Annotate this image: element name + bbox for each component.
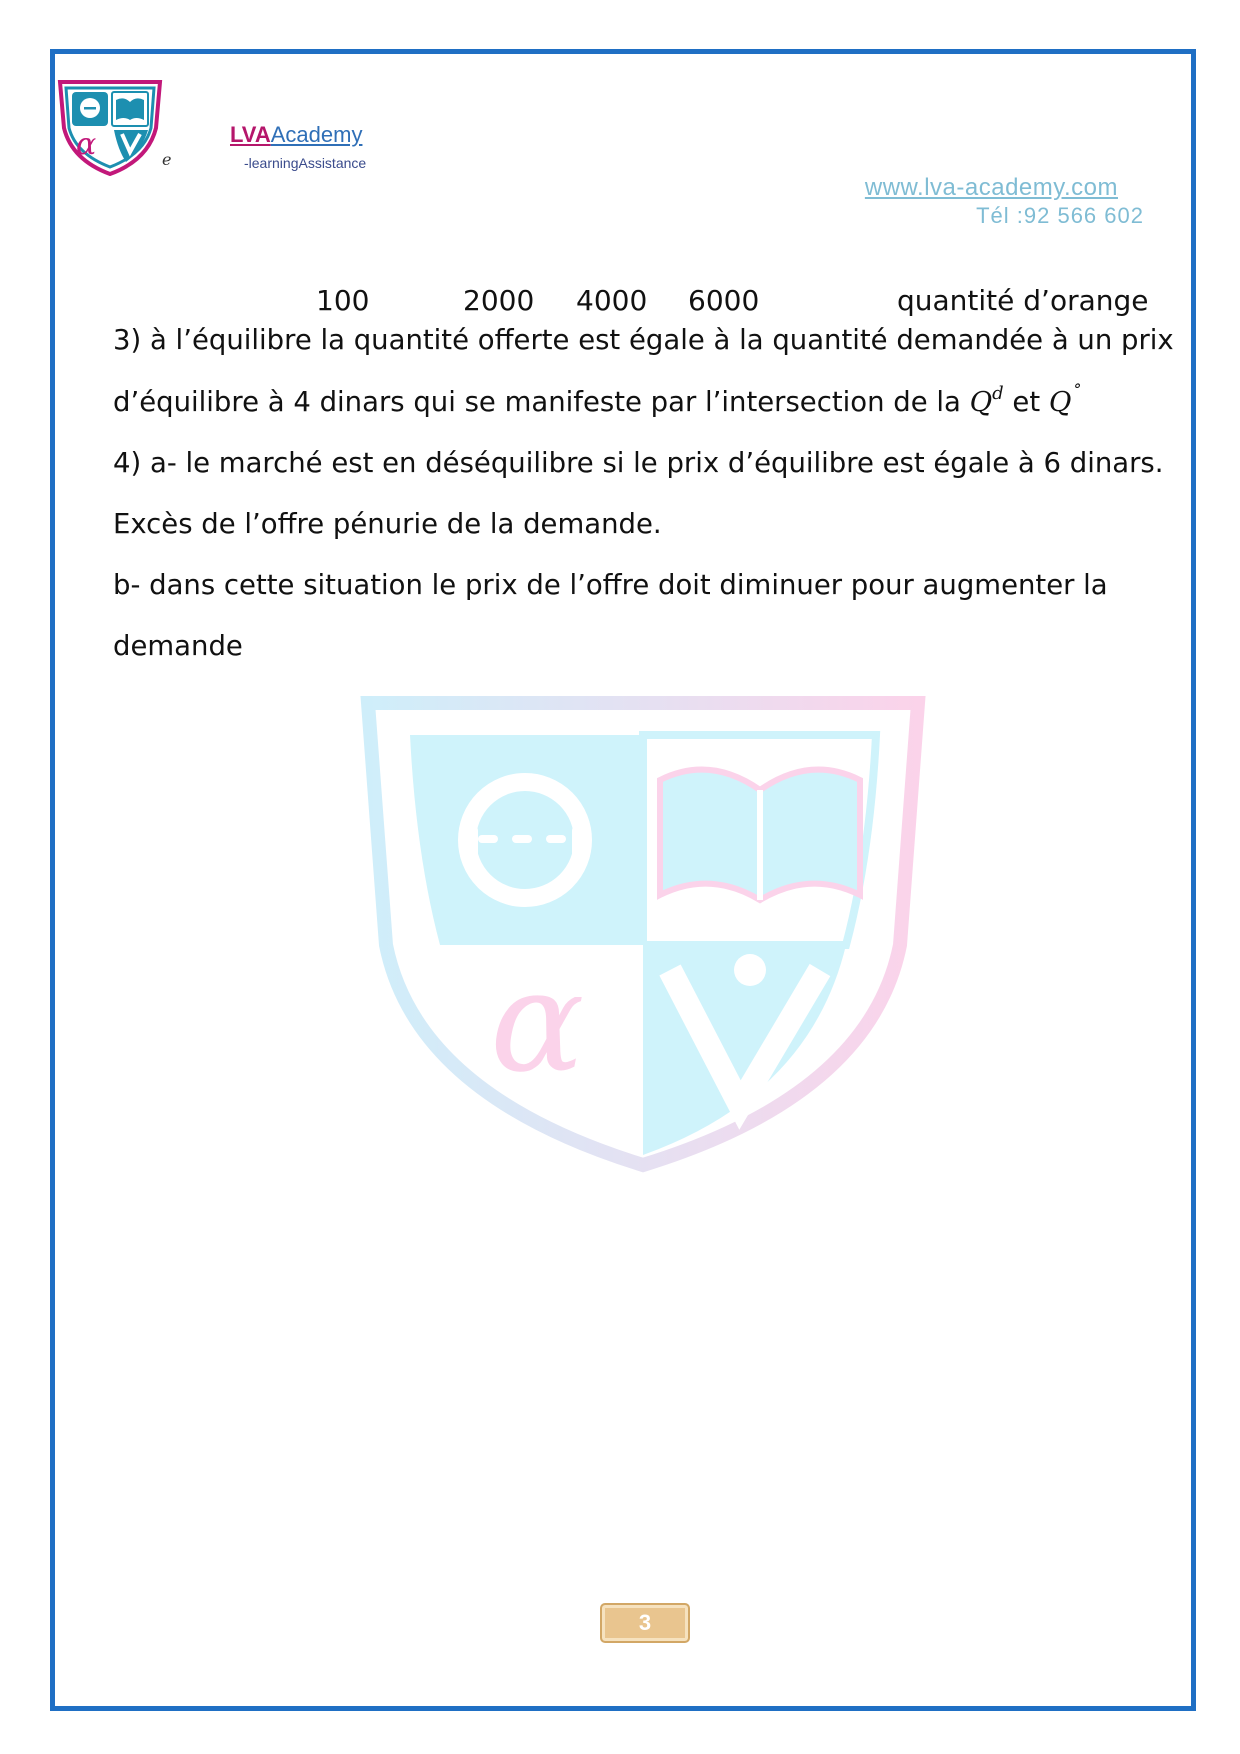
svg-text:α: α xyxy=(76,127,97,162)
answer-4b-line-2: demande xyxy=(113,630,243,662)
page-number: 3 xyxy=(600,1603,690,1643)
demand-symbol: $Q^d$ xyxy=(969,383,1004,419)
axis-tick-label: 100 xyxy=(316,284,370,317)
answer-3-line-1: 3) à l’équilibre la quantité offerte est égale à la quantité demandée à un prix xyxy=(113,324,1174,356)
axis-tick-label: 4000 xyxy=(576,284,648,317)
brand-academy: Academy xyxy=(270,122,363,147)
axis-title: quantité d’orange xyxy=(897,284,1149,317)
answer-4a-line-2: Excès de l’offre pénurie de la demande. xyxy=(113,508,662,540)
shield-watermark-icon xyxy=(360,695,926,1173)
answer-3-text: d’équilibre à 4 dinars qui se manifeste par l’intersection de la xyxy=(113,386,970,419)
answer-3-line-2 xyxy=(113,385,1080,418)
lva-shield-logo-icon xyxy=(56,78,164,176)
svg-text:α: α xyxy=(490,941,585,1104)
brand-lva: LVA xyxy=(230,122,271,147)
answer-4b-line-1: b- dans cette situation le prix de l’offre doit diminuer pour augmenter la xyxy=(113,569,1108,601)
brand-name[interactable] xyxy=(230,122,362,148)
website-link[interactable]: www.lva-academy.com xyxy=(864,174,1118,201)
answer-4a-line-1: 4) a- le marché est en déséquilibre si le prix d’équilibre est égale à 6 dinars. xyxy=(113,447,1164,479)
supply-symbol: Q˚ xyxy=(1048,383,1081,419)
axis-tick-label: 2000 xyxy=(463,284,535,317)
conjunction: et xyxy=(1003,386,1049,419)
logo-letter: e xyxy=(162,150,172,169)
brand-tagline: -learningAssistance xyxy=(244,155,367,171)
phone-number: Tél :92 566 602 xyxy=(976,203,1144,228)
axis-tick-label: 6000 xyxy=(688,284,760,317)
